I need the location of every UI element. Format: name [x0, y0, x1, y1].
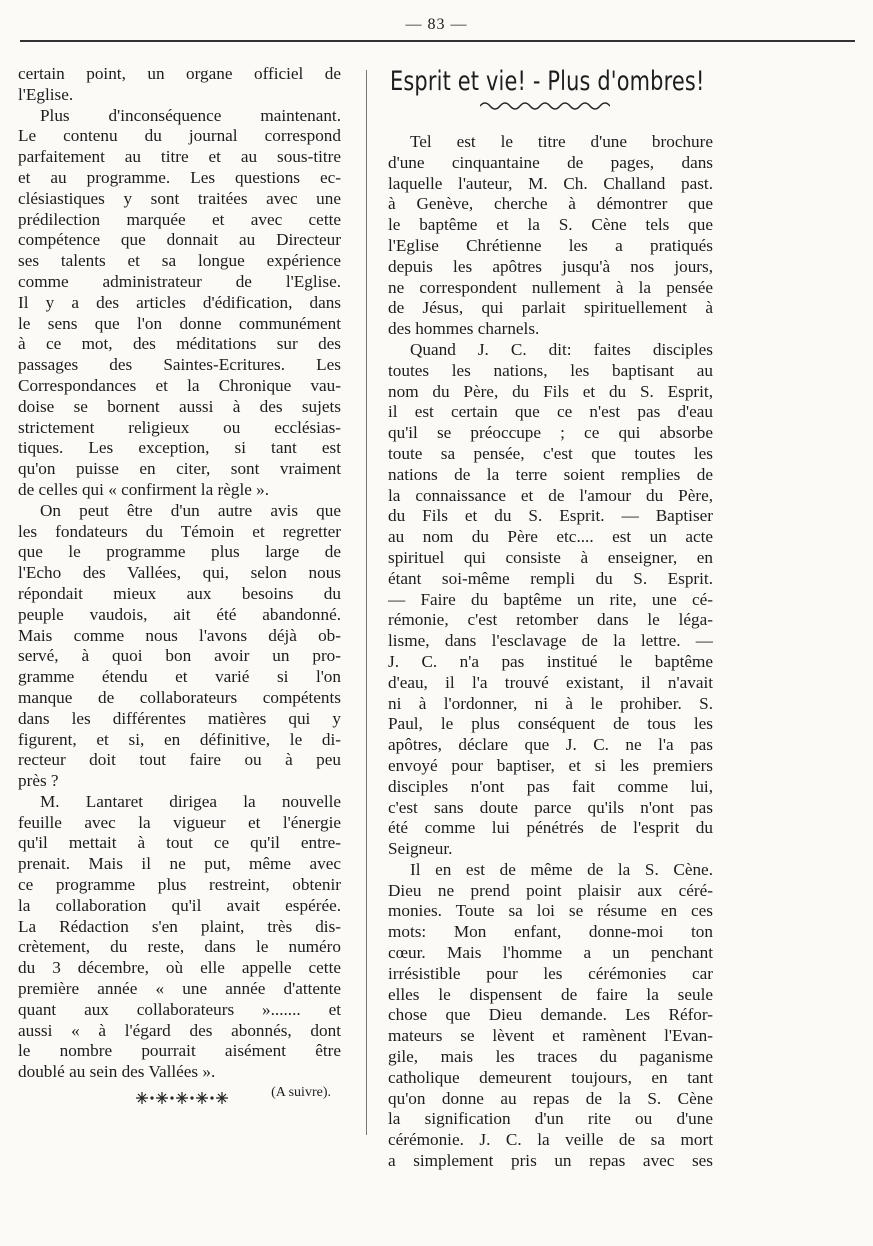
text-line: envoyé pour baptiser, et si les premiers	[388, 755, 713, 775]
text-line: certain point, un organe officiel de	[18, 64, 341, 83]
text-line: prenait. Mais il ne put, même avec	[18, 854, 341, 874]
article-body	[388, 132, 713, 1172]
text-line: au nom du Père etc.... est un acte	[388, 527, 713, 547]
text-line: ce programme plus restreint, obtenir	[18, 875, 341, 895]
text-line: à ce mot, des méditations sur des	[18, 334, 341, 354]
text-line: doise se bornent aussi à des sujets	[18, 396, 341, 416]
title-wavy-rule	[480, 100, 610, 112]
text-line: d'une cinquantaine de pages, dans	[388, 152, 713, 172]
text-line: irrésistible pour les cérémonies car	[388, 963, 713, 983]
text-line: la connaissance et de l'amour du Père,	[388, 485, 713, 505]
text-line: disciples n'ont pas fait comme lui,	[388, 776, 713, 796]
text-line: ses talents et sa longue expérience	[18, 251, 341, 271]
text-line: catholique demeurent toujours, en tant	[388, 1067, 713, 1087]
text-line: manque de collaborateurs compétents	[18, 687, 341, 707]
text-line: — Faire du baptême un rite, une cé-	[388, 589, 713, 609]
text-line: Il en est de même de la S. Cène.	[410, 859, 713, 879]
text-line: feuille avec la vigueur et l'énergie	[18, 812, 341, 832]
text-line: rémonie, c'est retomber dans le léga-	[388, 610, 713, 630]
text-line: elles le dispensent de faire la seule	[388, 984, 713, 1004]
text-line: clésiastiques y sont traitées avec une	[18, 188, 341, 208]
text-line: gramme étendu et varié si l'on	[18, 667, 341, 687]
text-line: de celles qui « confirment la règle ».	[18, 479, 270, 499]
text-line: Quand J. C. dit: faites disciples	[410, 339, 713, 359]
text-line: l'Echo des Vallées, qui, selon nous	[18, 563, 341, 583]
page-number: — 83 —	[405, 16, 468, 33]
text-line: des hommes charnels.	[388, 319, 540, 339]
text-line: M. Lantaret dirigea la nouvelle	[40, 791, 341, 811]
text-line: Seigneur.	[388, 839, 453, 859]
text-line: Dieu ne prend point plaisir aux céré-	[388, 880, 713, 900]
text-line: ne correspondent nullement à la pensée	[388, 277, 713, 297]
text-line: toute sa pensée, c'est que toutes les	[388, 443, 713, 463]
text-line: servé, à quoi bon avoir un pro-	[18, 646, 341, 666]
text-line: Tel est le titre d'une brochure	[410, 132, 713, 151]
text-line: comme administrateur de l'Eglise.	[18, 271, 341, 291]
text-line: gile, mais les traces du paganisme	[388, 1047, 713, 1067]
text-line: laquelle l'auteur, M. Ch. Challand past.	[388, 173, 713, 193]
text-line: la collaboration qu'il avait espérée.	[18, 895, 341, 915]
text-line: a simplement pris un repas avec ses	[388, 1151, 713, 1171]
text-line: les fondateurs du Témoin et regretter	[18, 521, 341, 541]
text-line: du 3 décembre, où elle appelle cette	[18, 958, 341, 978]
text-line: aussi « à l'égard des abonnés, dont	[18, 1020, 341, 1040]
text-line: près ?	[18, 771, 59, 791]
text-line: nom du Père, du Fils et du S. Esprit,	[388, 381, 713, 401]
text-line: répondait mieux aux besoins du	[18, 583, 341, 603]
text-line: quant aux collaborateurs »....... et	[18, 999, 341, 1019]
text-line: lisme, dans l'esclavage de la lettre. —	[388, 631, 713, 651]
text-line: apôtres, déclare que J. C. ne l'a pas	[388, 735, 713, 755]
text-line: mateurs se lèvent et ramènent l'Evan-	[388, 1026, 713, 1046]
text-line: le sens que l'on donne communément	[18, 313, 341, 333]
text-line: première année « une année d'attente	[18, 979, 341, 999]
text-line: Paul, le plus conséquent de tous les	[388, 714, 713, 734]
text-line: d'eau, il l'a trouvé existant, il n'avait	[388, 672, 713, 692]
text-line: à Genève, cherche à démontrer que	[388, 194, 713, 214]
text-line: l'Eglise.	[18, 84, 74, 104]
text-line: figurent, et si, en définitive, le di-	[18, 729, 341, 749]
text-line: Il y a des articles d'édification, dans	[18, 292, 341, 312]
text-line: recteur doit tout faire ou à peu	[18, 750, 341, 770]
text-line: et au programme. Les questions ec-	[18, 167, 341, 187]
text-line: parfaitement au titre et au sous-titre	[18, 147, 341, 167]
article-title: Esprit et vie! - Plus d'ombres!	[390, 66, 705, 97]
text-line: le baptême et la S. Cène tels que	[388, 215, 713, 235]
text-line: doublé au sein des Vallées ».	[18, 1062, 216, 1082]
text-line: qu'il mettait à tout ce qu'il entre-	[18, 833, 341, 853]
text-line: Mais comme nous l'avons déjà ob-	[18, 625, 341, 645]
text-line: été comme lui pénétrés de l'esprit du	[388, 818, 713, 838]
text-line: Plus d'inconséquence maintenant.	[40, 105, 341, 125]
header-rule	[20, 40, 855, 42]
text-line: l'Eglise Chrétienne les a pratiqués	[388, 235, 713, 255]
to-be-continued: (A suivre).	[271, 1085, 331, 1101]
text-line: il est certain que ce n'est pas d'eau	[388, 402, 713, 422]
text-line: du Fils et du S. Esprit. — Baptiser	[388, 506, 713, 526]
text-line: passages des Saintes-Ecritures. Les	[18, 355, 341, 375]
text-line: peuple vaudois, ait été abandonné.	[18, 604, 341, 624]
text-line: le nombre pourrait aisément être	[18, 1041, 341, 1061]
text-line: c'est sans doute parce qu'ils n'ont pas	[388, 797, 713, 817]
text-line: On peut être d'un autre avis que	[40, 500, 341, 520]
text-line: spirituel qui consiste à enseigner, en	[388, 547, 713, 567]
text-line: crètement, du reste, dans le numéro	[18, 937, 341, 957]
text-line: qu'on puisse en citer, sont vraiment	[18, 459, 341, 479]
text-line: ni à l'ordonner, ni à le prohiber. S.	[388, 693, 713, 713]
text-line: de Jésus, qui parlait spirituellement à	[388, 298, 713, 318]
text-line: tiques. Les exception, si tant est	[18, 438, 341, 458]
ornament-divider	[128, 1083, 238, 1113]
text-line: qu'il se préoccupe ; ce qui absorbe	[388, 423, 713, 443]
text-line: La Rédaction s'en plaint, très dis-	[18, 916, 341, 936]
text-line: la signification d'un rite ou d'une	[388, 1109, 713, 1129]
text-line: compétence que donnait au Directeur	[18, 230, 341, 250]
text-line: dans les différentes matières qui y	[18, 708, 341, 728]
text-line: Le contenu du journal correspond	[18, 126, 341, 146]
text-line: mots: Mon enfant, donne-moi ton	[388, 922, 713, 942]
text-line: cérémonie. J. C. la veille de sa mort	[388, 1130, 713, 1150]
text-line: monies. Toute sa loi se résume en ces	[388, 901, 713, 921]
text-line: étant soi-même rempli du S. Esprit.	[388, 568, 713, 588]
text-line: chose que Dieu demande. Les Réfor-	[388, 1005, 713, 1025]
text-line: prédilection marquée et avec cette	[18, 209, 341, 229]
text-line: que le programme plus large de	[18, 542, 341, 562]
text-line: cœur. Mais l'homme a un penchant	[388, 943, 713, 963]
text-line: J. C. n'a pas institué le baptême	[388, 651, 713, 671]
text-line: strictement religieux ou ecclésias-	[18, 417, 341, 437]
text-line: toutes les nations, les baptisant au	[388, 360, 713, 380]
text-line: nations de la terre soient remplies de	[388, 464, 713, 484]
left-column	[18, 64, 341, 1104]
text-line: qu'on donne au repas de la S. Cène	[388, 1088, 713, 1108]
column-divider	[366, 70, 367, 1135]
text-line: Correspondances et la Chronique vau-	[18, 375, 341, 395]
text-line: depuis les apôtres jusqu'à nos jours,	[388, 256, 713, 276]
